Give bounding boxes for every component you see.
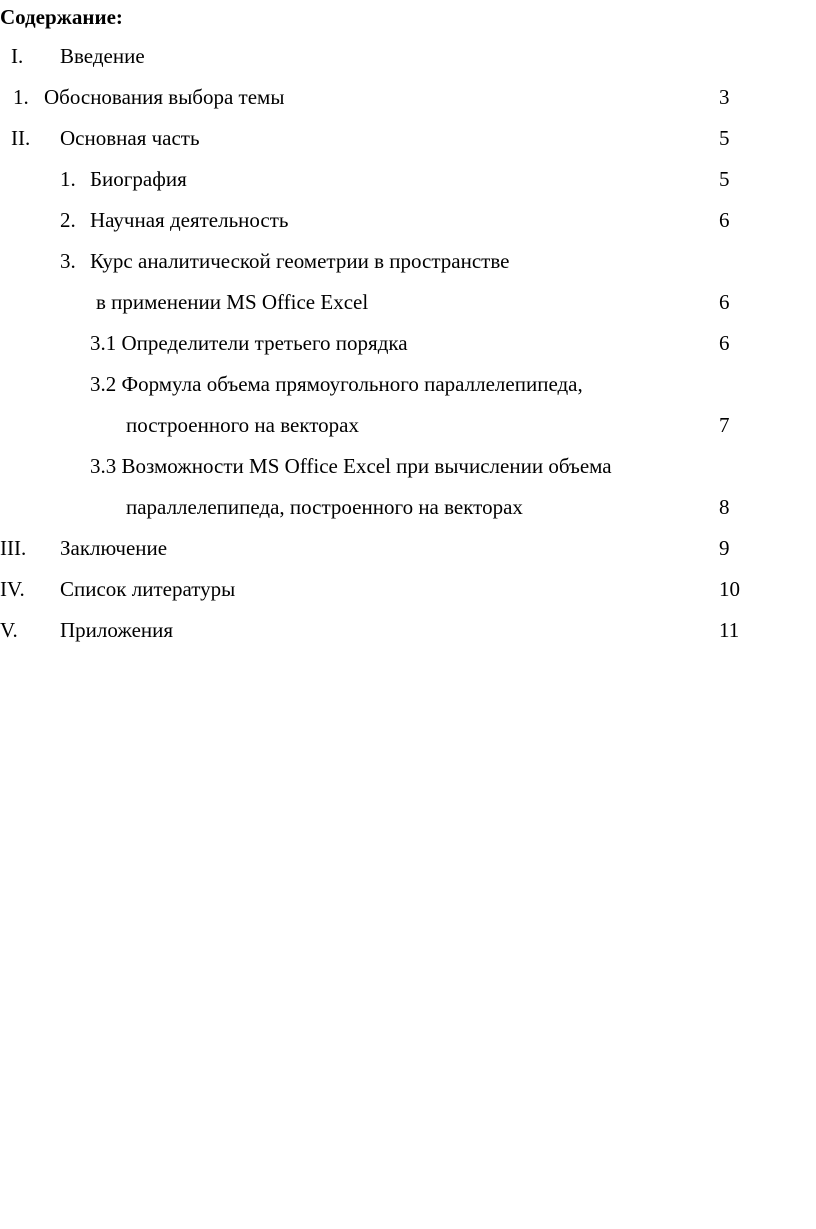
- toc-marker: 2.: [60, 208, 76, 232]
- toc-page-number: 8: [719, 495, 730, 519]
- toc-label: Список литературы: [60, 577, 236, 601]
- toc-page-number: 9: [719, 536, 730, 560]
- toc-label: 3.3 Возможности MS Office Excel при вычислении объема: [90, 454, 612, 478]
- toc-label-continuation: параллелепипеда, построенного на векторах: [126, 495, 523, 519]
- toc-page-number: 7: [719, 413, 730, 437]
- toc-label: 3.2 Формула объема прямоугольного параллелепипеда,: [90, 372, 583, 396]
- toc-page-number: 5: [719, 126, 730, 150]
- toc-label: Курс аналитической геометрии в пространстве: [90, 249, 510, 273]
- toc-label: 3.1 Определители третьего порядка: [90, 331, 408, 355]
- toc-page-number: 11: [719, 618, 740, 642]
- toc-marker: 1.: [60, 167, 76, 191]
- toc-page-number: 6: [719, 208, 730, 232]
- toc-marker: III.: [0, 536, 27, 560]
- toc-page-number: 3: [719, 85, 730, 109]
- toc-marker: 1.: [13, 85, 29, 109]
- toc-label: Введение: [60, 44, 145, 68]
- toc-page-number: 6: [719, 290, 730, 314]
- toc-label: Основная часть: [60, 126, 200, 150]
- toc-label-continuation: в применении MS Office Excel: [96, 290, 369, 314]
- toc-label: Приложения: [60, 618, 174, 642]
- toc-label: Обоснования выбора темы: [44, 85, 285, 109]
- toc-page-number: 5: [719, 167, 730, 191]
- toc-page-number: 6: [719, 331, 730, 355]
- toc-label-continuation: построенного на векторах: [126, 413, 359, 437]
- toc-marker: II.: [11, 126, 31, 150]
- toc-marker: 3.: [60, 249, 76, 273]
- toc-title: Содержание:: [0, 5, 123, 29]
- toc-page-number: 10: [719, 577, 740, 601]
- toc-label: Биография: [90, 167, 187, 191]
- toc-marker: IV.: [0, 577, 25, 601]
- toc-marker: V.: [0, 618, 18, 642]
- toc-label: Научная деятельность: [90, 208, 289, 232]
- toc-marker: I.: [11, 44, 24, 68]
- toc-label: Заключение: [60, 536, 168, 560]
